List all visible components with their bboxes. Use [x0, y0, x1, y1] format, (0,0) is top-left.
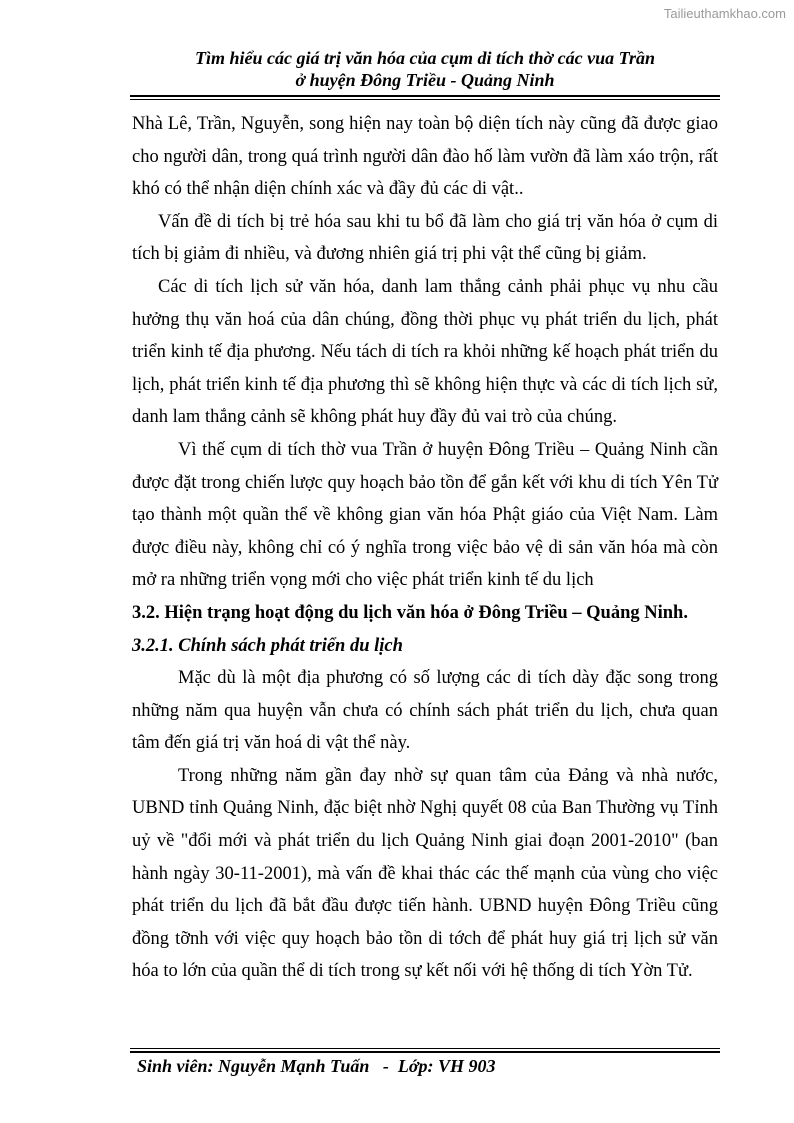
paragraph-6: Trong những năm gần đay nhờ sự quan tâm của Đảng và nhà nước, UBND tỉnh Quảng Ninh, đặc biệt nhờ Nghị quyết 08 của Ban Thường vụ Tỉnh uỷ về "đổi mới và phát triển du lịch Quảng Ninh giai đoạn 2001-2010" (ban hành ngày 30-11-2001), mà vấn đề khai thác các thế mạnh của vùng cho việc phát triển du lịch đã bắt đầu được tiến hành. UBND huyện Đông Triều cũng đồng tỡnh với việc quy hoạch bảo tồn di tớch để phát huy giá trị lịch sử văn hóa to lớn của quần thể di tích trong sự kết nối với hệ thống di tích Yờn Tử. — [132, 765, 718, 982]
document-body — [132, 108, 718, 988]
paragraph-4: Vì thế cụm di tích thờ vua Trần ở huyện Đông Triều – Quảng Ninh cần được đặt trong chiến lược quy hoạch bảo tồn để gắn kết với khu di tích Yên Tử tạo thành một quần thể về không gian văn hóa Phật giáo của Việt Nam. Làm được điều này, không chỉ có ý nghĩa trong việc bảo vệ di sản văn hóa mà còn mở ra những triển vọng mới cho việc phát triển kinh tế du lịch — [132, 439, 718, 591]
page-header — [130, 47, 720, 91]
footer-divider-thin — [130, 1048, 720, 1049]
page-footer: Sinh viên: Nguyễn Mạnh Tuấn - Lớp: VH 903 — [137, 1056, 496, 1076]
paragraph-1: Nhà Lê, Trần, Nguyễn, song hiện nay toàn bộ diện tích này cũng đã được giao cho người dân, trong quá trình người dân đào hố làm vườn đã làm xáo trộn, rất khó có thể nhận diện chính xác và đầy đủ các di vật.. — [132, 114, 718, 200]
header-title-line-1: Tìm hiểu các giá trị văn hóa của cụm di tích thờ các vua Trần — [194, 48, 655, 68]
watermark: Tailieuthamkhao.com — [663, 6, 786, 21]
header-divider-thin — [130, 99, 720, 100]
paragraph-5: Mặc dù là một địa phương có số lượng các di tích dày đặc song trong những năm qua huyện vẫn chưa có chính sách phát triển du lịch, chưa quan tâm đến giá trị văn hoá di vật thể này. — [132, 668, 718, 754]
paragraph-2: Vấn đề di tích bị trẻ hóa sau khi tu bổ đã làm cho giá trị văn hóa ở cụm di tích bị giảm đi nhiều, và đương nhiên giá trị phi vật thể cũng bị giảm. — [132, 211, 718, 265]
header-title-line-2: ở huyện Đông Triều - Quảng Ninh — [295, 70, 555, 90]
footer-divider — [130, 1051, 720, 1053]
section-heading: 3.2. Hiện trạng hoạt động du lịch văn hóa ở Đông Triều – Quảng Ninh. — [132, 602, 688, 623]
paragraph-3: Các di tích lịch sử văn hóa, danh lam thắng cảnh phải phục vụ nhu cầu hưởng thụ văn hoá của dân chúng, đồng thời phục vụ phát triển du lịch, phát triển kinh tế địa phương. Nếu tách di tích ra khỏi những kế hoạch phát triển du lịch, phát triển kinh tế địa phương thì sẽ không hiện thực và các di tích lịch sử, danh lam thắng cảnh sẽ không phát huy đầy đủ vai trò của chúng. — [132, 276, 718, 428]
header-divider — [130, 95, 720, 97]
subsection-heading: 3.2.1. Chính sách phát triển du lịch — [132, 635, 403, 656]
